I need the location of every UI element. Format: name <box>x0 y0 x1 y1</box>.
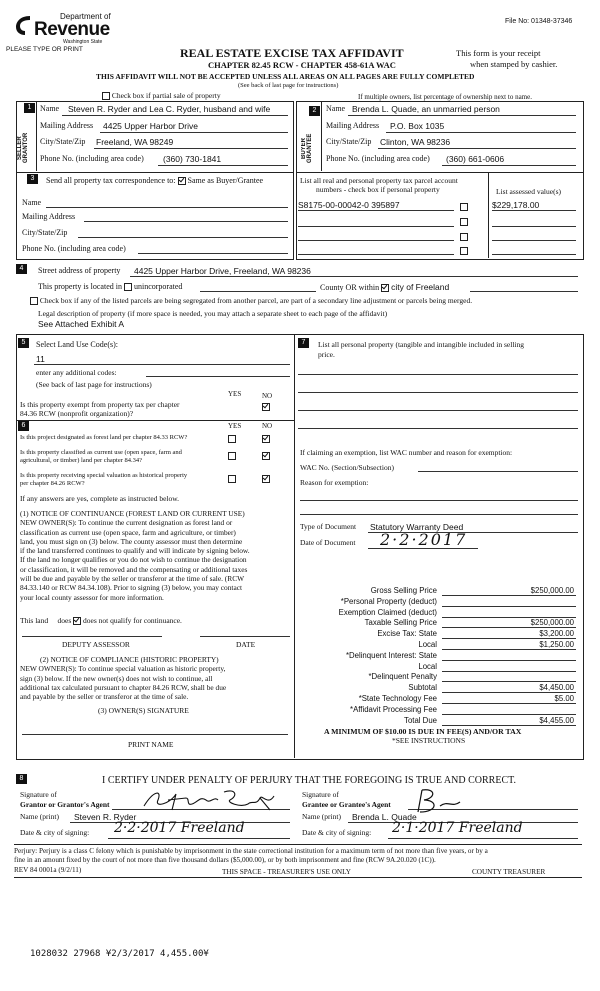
county-treasurer: COUNTY TREASURER <box>472 868 546 876</box>
treasurer-use: THIS SPACE - TREASURER'S USE ONLY <box>222 868 351 876</box>
file-number: File No: 01348-37346 <box>505 18 573 25</box>
grantee-signature <box>412 786 472 818</box>
totals-label: Gross Selling Price <box>370 586 437 595</box>
totals-label: Local <box>418 640 437 649</box>
buyer-name[interactable]: Brenda L. Quade, an unmarried person <box>352 104 500 114</box>
totals-value[interactable]: $4,455.00 <box>539 716 574 725</box>
buyer-phone-label: Phone No. (including area code) <box>326 154 430 163</box>
totals-label: *State Technology Fee <box>358 694 437 703</box>
perjury-line-2: fine in an amount fixed by the court of not more than five thousand dollars ($5,000.00), or by both imprisonment and fine (RCW 9A.20.020 (1C)). <box>14 856 436 864</box>
totals-value[interactable]: $3,200.00 <box>539 629 574 638</box>
section-5-badge: 5 <box>18 338 29 348</box>
section-4-badge: 4 <box>16 264 27 274</box>
dor-logo <box>14 14 34 38</box>
s6-q1-yes[interactable] <box>228 434 236 443</box>
certify-text: I CERTIFY UNDER PENALTY OF PERJURY THAT THE FOREGOING IS TRUE AND CORRECT. <box>102 775 516 786</box>
tax-corr-city-label: City/State/Zip <box>22 228 68 237</box>
exempt-yes-header: YES <box>228 390 242 398</box>
same-as-buyer-checkbox[interactable] <box>178 177 186 185</box>
totals-value[interactable]: $250,000.00 <box>530 586 574 595</box>
tax-corr-city-field[interactable] <box>78 237 288 238</box>
parcel-number[interactable]: S8175-00-00042-0 395897 <box>298 200 400 210</box>
multiple-owners-note: If multiple owners, list percentage of ownership next to name. <box>358 93 532 101</box>
city-within-line: County OR within city of Freeland <box>320 282 450 292</box>
s6-no-header: NO <box>262 422 273 430</box>
totals-value[interactable]: $1,250.00 <box>539 640 574 649</box>
additional-codes-label: enter any additional codes: <box>36 368 117 377</box>
grantee-sig-label-2: Grantee or Grantee's Agent <box>302 800 391 809</box>
s6-yes-header: YES <box>228 422 242 430</box>
grantee-date-label: Date & city of signing: <box>302 828 372 837</box>
legal-desc-value[interactable]: See Attached Exhibit A <box>38 319 125 329</box>
parcels-header-1: List all real and personal property tax parcel account <box>300 176 458 185</box>
tax-corr-mailing-field[interactable] <box>84 221 288 222</box>
grantor-date[interactable]: 2·2·2017 Freeland <box>114 820 245 836</box>
grantor-sig-label-1: Signature of <box>20 790 57 799</box>
street-address[interactable]: 4425 Upper Harbor Drive, Freeland, WA 98236 <box>134 266 311 276</box>
dor-logo-icon <box>14 14 34 36</box>
parcels-header-2: numbers - check box if personal property <box>316 185 440 194</box>
assessed-header: List assessed value(s) <box>496 187 561 196</box>
section-1-badge: 1 <box>24 103 35 113</box>
print-name-label: PRINT NAME <box>128 740 174 749</box>
buyer-side-label: BUYER GRANTEE <box>301 133 313 163</box>
totals-label: *Affidavit Processing Fee <box>350 705 437 714</box>
buyer-mailing-label: Mailing Address <box>326 121 380 130</box>
personal-property-label-2: price. <box>318 350 335 359</box>
tax-corr-phone-field[interactable] <box>138 253 288 254</box>
s6-q2a: Is this property classified as current use (open space, farm and <box>20 449 182 456</box>
personal-property-label-1: List all personal property (tangible and intangible included in selling <box>318 340 524 349</box>
totals-label: Excise Tax: State <box>377 629 437 638</box>
grantor-date-label: Date & city of signing: <box>20 828 90 837</box>
tax-corr-phone-label: Phone No. (including area code) <box>22 244 126 253</box>
exempt-q2: 84.36 RCW (nonprofit organization)? <box>20 409 134 418</box>
grantor-signature <box>140 786 290 814</box>
seller-mailing-label: Mailing Address <box>40 121 94 130</box>
buyer-name-label: Name <box>326 104 346 113</box>
tax-corr-name-label: Name <box>22 198 42 207</box>
totals-label: *Delinquent Interest: State <box>345 651 437 660</box>
unincorporated-checkbox[interactable] <box>124 283 132 291</box>
exempt-no-checkbox[interactable] <box>262 402 270 411</box>
totals-label: *Delinquent Penalty <box>368 672 437 681</box>
seller-name[interactable]: Steven R. Ryder and Lea C. Ryder, husband and wife <box>68 104 271 114</box>
personal-property-checkbox-3[interactable] <box>460 232 468 241</box>
legal-desc-label: Legal description of property (if more space is needed, you may attach a separate sheet to each page of the affidavit) <box>38 309 388 318</box>
section-8-badge: 8 <box>16 774 27 784</box>
assessed-value[interactable]: $229,178.00 <box>492 200 540 210</box>
buyer-city-label: City/State/Zip <box>326 137 372 146</box>
exemption-label: If claiming an exemption, list WAC number and reason for exemption: <box>300 448 513 457</box>
s6-if-yes: If any answers are yes, complete as instructed below. <box>20 494 180 503</box>
see-instructions: *SEE INSTRUCTIONS <box>392 736 466 745</box>
s6-q3-no[interactable] <box>262 474 270 483</box>
seller-phone[interactable]: (360) 730-1841 <box>163 154 222 164</box>
grantee-sig-label-1: Signature of <box>302 790 339 799</box>
land-use-label: Select Land Use Code(s): <box>36 340 118 349</box>
buyer-city[interactable]: Clinton, WA 98236 <box>380 137 451 147</box>
receipt-note-1: This form is your receipt <box>456 48 541 58</box>
grantee-date[interactable]: 2·1·2017 Freeland <box>392 820 523 836</box>
owner-signature-label: (3) OWNER(S) SIGNATURE <box>98 706 189 715</box>
deputy-assessor-label: DEPUTY ASSESSOR <box>62 640 130 649</box>
seller-mailing[interactable]: 4425 Upper Harbor Drive <box>103 121 198 131</box>
dept-name: Revenue <box>34 19 110 40</box>
grantor-sig-label-2: Grantor or Grantor's Agent <box>20 800 110 809</box>
tax-corr-mailing-label: Mailing Address <box>22 212 76 221</box>
s6-q2-no[interactable] <box>262 451 270 460</box>
city-of-checkbox[interactable] <box>381 284 389 292</box>
dept-top: Department of <box>60 12 111 21</box>
buyer-phone[interactable]: (360) 661-0606 <box>446 154 505 164</box>
exempt-q1: Is this property exempt from property tax per chapter <box>20 400 180 409</box>
section-2-badge: 2 <box>309 106 320 116</box>
wac-label: WAC No. (Section/Subsection) <box>300 463 394 472</box>
form-subtitle: CHAPTER 82.45 RCW - CHAPTER 458-61A WAC <box>208 60 396 70</box>
tax-corr-label: Send all property tax correspondence to: Same as Buyer/Grantee <box>46 176 264 185</box>
minimum-note: A MINIMUM OF $10.00 IS DUE IN FEE(S) AND/OR TAX <box>324 727 522 736</box>
partial-sale-checkbox[interactable] <box>102 92 110 100</box>
see-back: (See back of last page for instructions) <box>238 82 339 89</box>
s6-q3b: per chapter 84.26 RCW? <box>20 480 85 487</box>
s6-q1-no[interactable] <box>262 434 270 443</box>
reason-label: Reason for exemption: <box>300 478 369 487</box>
seller-side-label: SELLER GRANTOR <box>17 132 29 164</box>
s6-q3-yes[interactable] <box>228 474 236 483</box>
totals-label: Exemption Claimed (deduct) <box>338 608 437 617</box>
grantor-name-label: Name (print) <box>20 812 59 821</box>
s6-q1: Is this project designated as forest land per chapter 84.33 RCW? <box>20 434 188 441</box>
doc-type[interactable]: Statutory Warranty Deed <box>370 522 464 532</box>
location-line: This property is located in unincorporated <box>38 282 183 291</box>
treasurer-stamp: 1028032 27968 ¥2/3/2017 4,455.00¥ <box>30 949 209 959</box>
seller-phone-label: Phone No. (including area code) <box>40 154 144 163</box>
doc-date-label: Date of Document <box>300 538 356 547</box>
totals-label: Local <box>418 662 437 671</box>
segregated-checkbox[interactable] <box>30 297 38 305</box>
seller-city[interactable]: Freeland, WA 98249 <box>96 137 174 147</box>
wac-field[interactable] <box>418 471 578 472</box>
tax-corr-name-field[interactable] <box>46 207 288 208</box>
street-label: Street address of property <box>38 266 121 275</box>
receipt-note-2: when stamped by cashier. <box>470 59 558 69</box>
owner-signature-line[interactable] <box>22 734 288 735</box>
personal-property-checkbox-2[interactable] <box>460 217 468 226</box>
grantor-name[interactable]: Steven R. Ryder <box>74 812 137 822</box>
totals-value[interactable]: $5.00 <box>554 694 574 703</box>
additional-codes-field[interactable] <box>146 376 290 377</box>
rev-number: REV 84 0001a (9/2/11) <box>14 866 82 874</box>
notice-continuance: (1) NOTICE OF CONTINUANCE (FOREST LAND OR CURRENT USE) NEW OWNER(S): To continue the current designation as forest land or classification as current use (open space, farm and agriculture, or timber) land, you must sign on (3) below. The county assessor must then determine if the land transferred continues to qualify and will indicate by signing below. If the land no longer qualifies or you do not wish to continue the designation or classification, it will be removed and the compensating or additional taxes will be due and payable by the seller or transferor at the time of sale. (RCW 84.33.140 or RCW 84.34.108). Prior to signing (3) below, you may contact your local county assessor for more information. <box>20 509 250 602</box>
grantor-signature-icon <box>140 786 290 812</box>
please-type: PLEASE TYPE OR PRINT <box>6 46 83 53</box>
totals-value[interactable]: $250,000.00 <box>530 618 574 627</box>
doc-date[interactable]: 2·2·2017 <box>380 530 468 549</box>
form-title: REAL ESTATE EXCISE TAX AFFIDAVIT <box>180 46 404 60</box>
totals-label: *Personal Property (deduct) <box>340 597 437 606</box>
section-6-badge: 6 <box>18 421 29 431</box>
personal-property-checkbox-1[interactable] <box>460 202 468 211</box>
s6-q2-yes[interactable] <box>228 451 236 460</box>
land-use-code[interactable]: 11 <box>36 354 45 364</box>
section-3-badge: 3 <box>27 174 38 184</box>
totals-label: Taxable Selling Price <box>364 618 437 627</box>
perjury-line-1: Perjury: Perjury is a class C felony which is punishable by imprisonment in the state correctional institution for a maximum term of not more than five years, or by a <box>14 847 488 855</box>
does-not-checkbox[interactable] <box>73 617 81 625</box>
personal-property-checkbox-4[interactable] <box>460 246 468 255</box>
land-use-see-back: (See back of last page for instructions) <box>36 380 152 389</box>
totals-label: Subtotal <box>408 683 437 692</box>
this-land-line: This land does does not qualify for continuance. <box>20 616 182 625</box>
doc-type-label: Type of Document <box>300 522 357 531</box>
grantee-name[interactable]: Brenda L. Quade <box>352 812 417 822</box>
grantee-signature-icon <box>412 786 472 816</box>
partial-sale-label: Check box if partial sale of property <box>102 91 221 100</box>
segregated-line: Check box if any of the listed parcels are being segregated from another parcel, are part of a secondary line adjustment or parcels being merged. <box>30 296 472 305</box>
warning-text: THIS AFFIDAVIT WILL NOT BE ACCEPTED UNLESS ALL AREAS ON ALL PAGES ARE FULLY COMPLETED <box>96 72 475 81</box>
grantee-name-label: Name (print) <box>302 812 341 821</box>
date-label: DATE <box>236 640 256 649</box>
seller-city-label: City/State/Zip <box>40 137 86 146</box>
totals-value[interactable]: $4,450.00 <box>539 683 574 692</box>
exempt-no-header: NO <box>262 392 273 400</box>
section-7-badge: 7 <box>298 338 309 348</box>
s6-q2b: agricultural, or timber) land per chapter 84.34? <box>20 457 143 464</box>
buyer-mailing[interactable]: P.O. Box 1035 <box>390 121 445 131</box>
seller-name-label: Name <box>40 104 60 113</box>
notice-compliance: (2) NOTICE OF COMPLIANCE (HISTORIC PROPERTY) NEW OWNER(S): To continue special valuation as historic property, sign (3) below. If the new owner(s) does not wish to continue, all additional tax calculated pursuant to chapter 84.26 RCW, shall be due and payable by the seller or transferor at the time of sale. <box>20 655 227 702</box>
totals-label: Total Due <box>404 716 437 725</box>
s6-q3a: Is this property receiving special valuation as historical property <box>20 472 188 479</box>
dept-state: Washington State <box>63 39 103 45</box>
